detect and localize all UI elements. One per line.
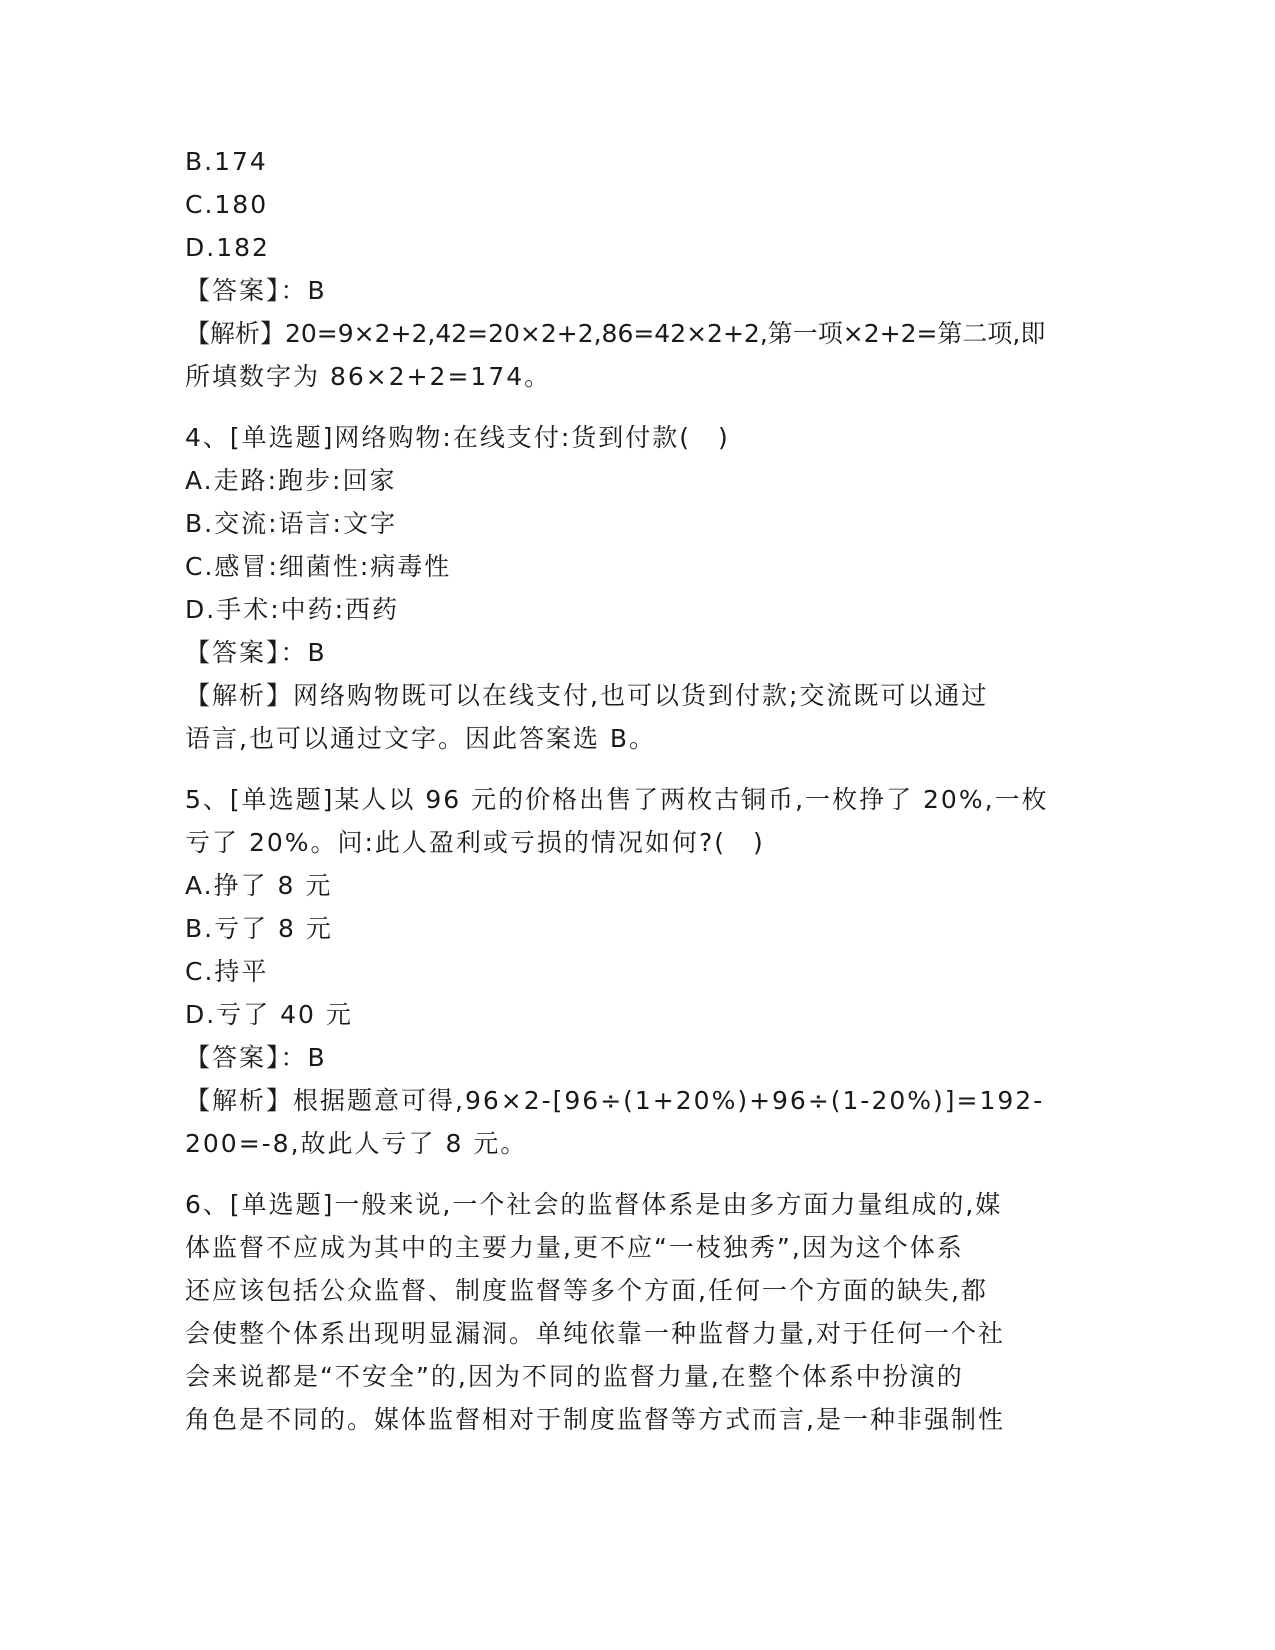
option-b: B.174: [185, 147, 268, 176]
question-stem: 6、[单选题]一般来说,一个社会的监督体系是由多方面力量组成的,媒: [185, 1190, 1003, 1219]
analysis-line: 【解析】网络购物既可以在线支付,也可以货到付款;交流既可以通过: [185, 681, 989, 710]
question-stem: 会来说都是“不安全”的,因为不同的监督力量,在整个体系中扮演的: [185, 1362, 964, 1391]
answer-line: 【答案】：B: [185, 638, 327, 667]
option-a: A.挣了 8 元: [185, 871, 333, 900]
question-stem: 角色是不同的。媒体监督相对于制度监督等方式而言,是一种非强制性: [185, 1405, 1005, 1434]
analysis-line: 【解析】20=9×2+2,42=20×2+2,86=42×2+2,第一项×2+2=第二项,即: [185, 319, 1046, 348]
question-stem: 还应该包括公众监督、制度监督等多个方面,任何一个方面的缺失,都: [185, 1276, 988, 1305]
question-stem: 体监督不应成为其中的主要力量,更不应“一枝独秀”,因为这个体系: [185, 1233, 964, 1262]
option-c: C.感冒:细菌性:病毒性: [185, 552, 452, 581]
option-a: A.走路:跑步:回家: [185, 466, 397, 495]
analysis-line: 所填数字为 86×2+2=174。: [185, 362, 552, 391]
option-c: C.180: [185, 190, 269, 219]
analysis-line: 语言,也可以通过文字。因此答案选 B。: [185, 724, 657, 753]
question-stem: 会使整个体系出现明显漏洞。单纯依靠一种监督力量,对于任何一个社: [185, 1319, 1005, 1348]
option-c: C.持平: [185, 957, 269, 986]
question-stem: 4、[单选题]网络购物:在线支付:货到付款( ): [185, 423, 730, 452]
option-d: D.手术:中药:西药: [185, 595, 400, 624]
option-b: B.交流:语言:文字: [185, 509, 397, 538]
answer-line: 【答案】：B: [185, 1043, 327, 1072]
analysis-line: 200=-8,故此人亏了 8 元。: [185, 1129, 528, 1158]
document-page: [185, 140, 1085, 1441]
answer-line: 【答案】：B: [185, 276, 327, 305]
question-stem: 5、[单选题]某人以 96 元的价格出售了两枚古铜币,一枚挣了 20%,一枚: [185, 785, 1049, 814]
option-d: D.亏了 40 元: [185, 1000, 353, 1029]
option-d: D.182: [185, 233, 270, 262]
question-stem: 亏了 20%。问:此人盈利或亏损的情况如何?( ): [185, 828, 765, 857]
option-b: B.亏了 8 元: [185, 914, 333, 943]
question-3-tail: [185, 140, 1085, 398]
question-5: [185, 778, 1085, 1165]
question-6: [185, 1183, 1085, 1441]
question-4: [185, 416, 1085, 760]
analysis-line: 【解析】根据题意可得,96×2-[96÷(1+20%)+96÷(1-20%)]=192-: [185, 1086, 1045, 1115]
